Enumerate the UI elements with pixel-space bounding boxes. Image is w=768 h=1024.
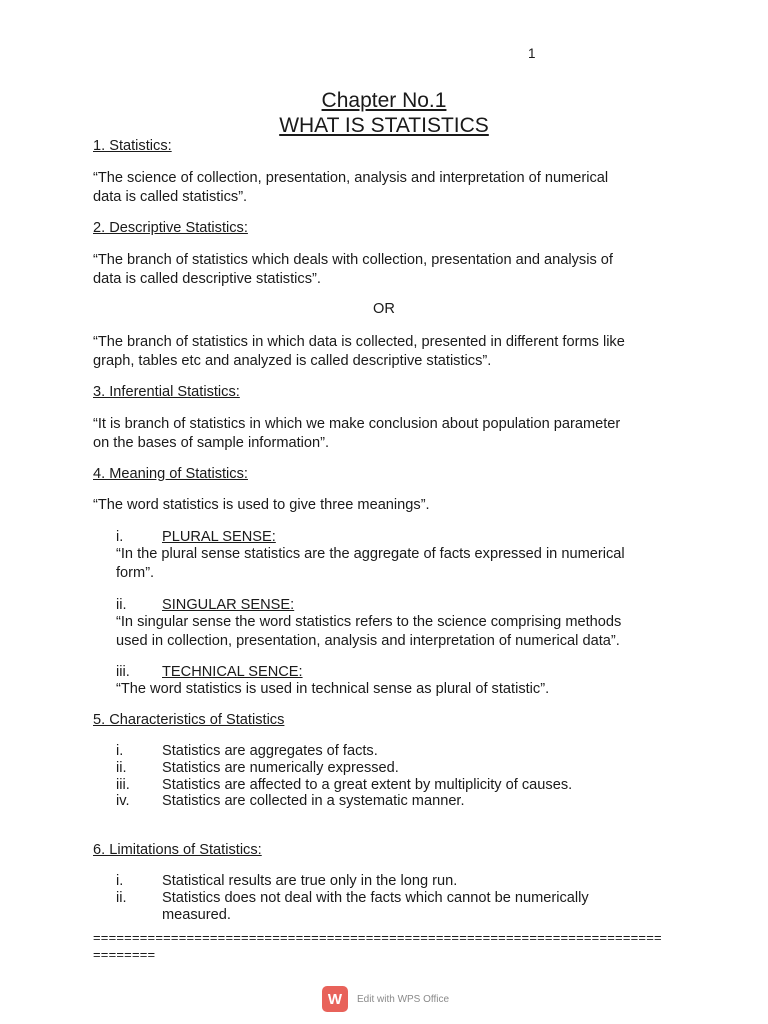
section-heading-descriptive: 2. Descriptive Statistics:	[93, 220, 248, 236]
wps-logo-icon: W	[322, 986, 348, 1012]
wps-edit-label: Edit with WPS Office	[357, 993, 450, 1005]
item-number: iv.	[116, 793, 130, 809]
section-heading-meaning: 4. Meaning of Statistics:	[93, 466, 248, 482]
separator-row: ========	[93, 947, 156, 962]
item-text-line: “In the plural sense statistics are the aggregate of facts expressed in numerical	[116, 546, 625, 562]
item-title: SINGULAR SENSE:	[162, 597, 295, 613]
section-heading-inferential: 3. Inferential Statistics:	[93, 384, 240, 400]
item-text: Statistical results are true only in the long run.	[162, 873, 458, 889]
section-paragraph-inferential	[93, 415, 673, 453]
section-heading-limitations: 6. Limitations of Statistics:	[93, 842, 262, 858]
section-paragraph-statistics	[93, 169, 673, 207]
paragraph-line: “The science of collection, presentation, analysis and interpretation of numerical	[93, 170, 609, 186]
paragraph-line: on the bases of sample information”.	[93, 435, 330, 451]
item-text: Statistics does not deal with the facts which cannot be numerically	[162, 890, 589, 906]
item-text-line: used in collection, presentation, analysis and interpretation of numerical data”.	[116, 633, 620, 649]
item-text-line: “The word statistics is used in technical sense as plural of statistic”.	[116, 681, 550, 697]
item-number: iii.	[116, 664, 130, 680]
item-number: ii.	[116, 890, 127, 906]
paragraph-line: “The branch of statistics which deals with collection, presentation and analysis of	[93, 252, 613, 268]
item-text: Statistics are numerically expressed.	[162, 760, 399, 776]
or-separator: OR	[373, 301, 395, 317]
separator-row: =========================================================================	[93, 930, 662, 945]
item-number: i.	[116, 873, 124, 889]
item-title: PLURAL SENSE:	[162, 529, 276, 545]
chapter-heading: WHAT IS STATISTICS	[279, 114, 489, 137]
paragraph-line: “It is branch of statistics in which we make conclusion about population parameter	[93, 416, 621, 432]
paragraph-line: graph, tables etc and analyzed is called descriptive statistics”.	[93, 353, 492, 369]
paragraph-line: data is called statistics”.	[93, 189, 248, 205]
item-text: Statistics are affected to a great extent by multiplicity of causes.	[162, 777, 573, 793]
item-text-line: form”.	[116, 565, 155, 581]
section-heading-statistics: 1. Statistics:	[93, 138, 172, 154]
paragraph-line: data is called descriptive statistics”.	[93, 271, 321, 287]
separator-line	[93, 929, 673, 963]
item-number: ii.	[116, 760, 127, 776]
item-text: Statistics are collected in a systematic manner.	[162, 793, 465, 809]
item-number: ii.	[116, 597, 127, 613]
item-text-continued: measured.	[162, 907, 231, 923]
meaning-intro: “The word statistics is used to give three meanings”.	[93, 497, 430, 513]
item-text: Statistics are aggregates of facts.	[162, 743, 378, 759]
page-number: 1	[528, 46, 536, 61]
item-number: iii.	[116, 777, 130, 793]
item-text-line: “In singular sense the word statistics refers to the science comprising methods	[116, 614, 622, 630]
chapter-title	[0, 88, 768, 138]
definition-descriptive-2	[93, 333, 673, 371]
paragraph-line: “The branch of statistics in which data is collected, presented in different forms like	[93, 334, 625, 350]
item-number: i.	[116, 743, 124, 759]
item-title: TECHNICAL SENCE:	[162, 664, 303, 680]
item-number: i.	[116, 529, 124, 545]
chapter-number: Chapter No.1	[321, 89, 447, 112]
wps-edit-badge[interactable]	[322, 986, 449, 1012]
section-heading-characteristics: 5. Characteristics of Statistics	[93, 712, 285, 728]
definition-descriptive-1	[93, 251, 673, 289]
